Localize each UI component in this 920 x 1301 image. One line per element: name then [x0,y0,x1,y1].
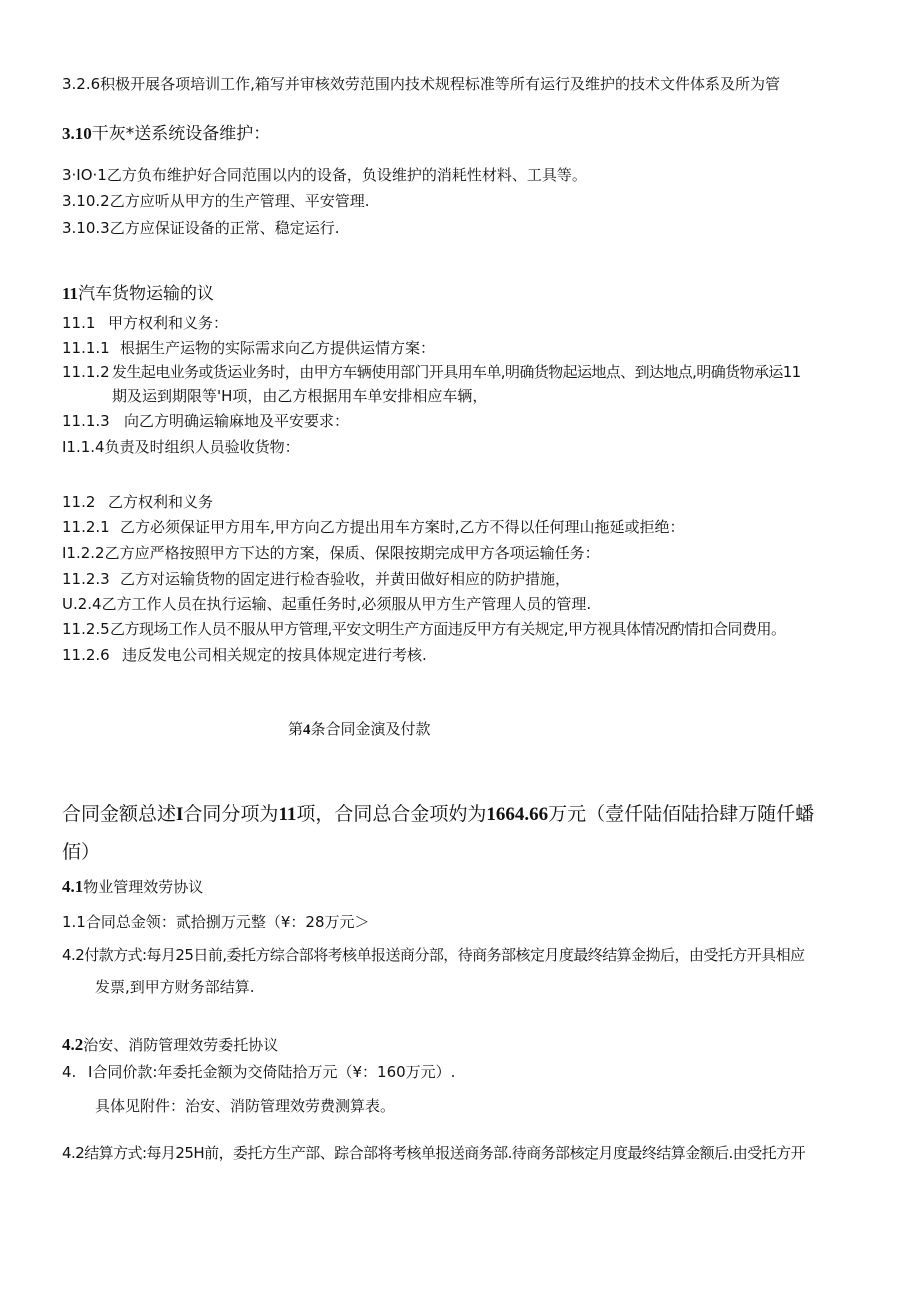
clause-11-2-number: 11.2 [62,493,96,511]
clause-11-1-number: 11.1 [62,314,96,332]
clause-11-2-3-text: 乙方对运输货物的固定进行检杳验收，并黄田做好相应的防护措施， [120,570,571,588]
clause-11-2-1-number: 11.2.1 [62,518,110,536]
clause-4-2-2-text: 4.2结算方式:每月25H前，委托方生产部、踪合部将考核单报送商务部.待商务部核定月度最终结算金额后.由受托方开 [62,1144,806,1162]
article-4-suffix: 条合同金演及付款 [310,720,431,738]
clause-11-1-3-number: 11.1.3 [62,412,110,430]
contract-total-continued: 佰） [62,841,101,863]
clause-11-2-6 [62,645,427,665]
total-part-g: 万元（壹仟陆佰陆拾肆万随仟蟠 [548,803,815,825]
total-part-a: 合同金额总述 [62,803,177,825]
clause-4-2-1-text: I合同价款:年委托金额为交倚陆拾万元（¥：160万元）. [88,1063,456,1081]
line-3-10-1: 3·IO·1乙方负布维护好合同范围以内的设备，负设维护的消耗性材料、工具等。 [62,166,587,184]
heading-3-10-title: 干灰*送系统设备维护： [91,124,271,144]
line-3-10-2: 3.10.2乙方应听从甲方的生产管理、平安管理. [62,192,370,210]
heading-3-10-number: 3.10 [62,124,92,143]
article-4-number: 4 [303,722,311,738]
clause-11-1-text: 甲方权利和义务： [108,314,229,332]
heading-11 [62,284,214,304]
clause-11-2-6-number: 11.2.6 [62,646,110,664]
clause-4-1-2-text: 4.2付款方式:每月25日前,委托方综合部将考核单报送商分部，待商务部核定月度最终结算金拗后，由受托方开具相应 [62,946,805,964]
clause-11-1-1-text: 根据生产运物的实际需求向乙方提供运情方案： [120,339,436,357]
total-part-c: 合同分项为 [183,803,279,825]
clause-11-2-1-text: 乙方必须保证甲方用车,甲方向乙方提出用车方案时,乙方不得以任何理山拖延或拒绝： [120,518,685,536]
clause-4-1-1: 1.1合同总金领：贰拾捌万元整（¥：28万元＞ [62,913,370,931]
article-4-prefix: 第 [288,720,304,738]
heading-4-2-number: 4.2 [62,1035,84,1054]
total-part-d: 11 [278,804,297,825]
contract-total-summary [62,801,814,828]
total-part-f: 1664.66 [486,804,549,825]
line-3-10-3: 3.10.3乙方应保证设备的正常、稳定运行. [62,219,340,237]
clause-11-1-2-text: 发生起电业务或货运业务时，由甲方车辆使用部门开具用车单,明确货物起运地点、到达地点,明确货物承运11 [112,363,801,381]
clause-11-2-2: I1.2.2乙方应严格按照甲方下达的方案，保质、保限按期完成甲方各项运输任务： [62,544,600,562]
clause-11-1-2-continued: 期及运到期限等'H项，由乙方根据用车单安排相应车辆， [112,387,488,405]
heading-3-10 [62,124,270,144]
clause-4-2-1-number: 4. [62,1063,77,1081]
clause-11-2-text: 乙方权利和义务 [108,493,214,511]
heading-4-1-title: 物业管理效劳协议 [83,878,204,896]
clause-11-2-1 [62,517,685,537]
clause-11-1-3 [62,411,349,431]
clause-11-1-2 [62,362,801,382]
clause-4-1-2 [62,945,805,965]
line-3-2-6: 3.2.6积极开展各项培训工作,箱写并审核效劳范围内技术规程标准等所有运行及维护的技术文件体系及所为管 [62,75,780,93]
total-part-e: 项，合同总合金项妁为 [296,803,487,825]
clause-11-1-1 [62,338,435,358]
clause-4-2-1 [62,1062,455,1082]
heading-4-1 [62,877,203,897]
article-4-title [288,719,431,740]
clause-4-2-2 [62,1143,805,1163]
clause-11-2-6-text: 违反发电公司相关规定的按具体规定进行考核. [122,646,427,664]
clause-4-1-2-continued: 发票,到甲方财务部结算. [95,978,255,996]
heading-11-number: 11 [62,284,79,303]
heading-4-1-number: 4.1 [62,877,84,896]
clause-11-2 [62,492,213,512]
heading-4-2 [62,1035,278,1055]
clause-11-2-5-text: 乙方现场工作人员不服从甲方管理,平安文明生产方面违反甲方有关规定,甲方视具体情况酌情扣合同费用。 [110,620,786,638]
clause-11-2-4: U.2.4乙方工作人员在执行运输、起重任务时,必须服从甲方生产管理人员的管理. [62,595,592,613]
clause-11-1-1-number: 11.1.1 [62,339,110,357]
clause-4-2-1-continued: 具体见附件：治安、消防管理效劳费测算表。 [95,1097,396,1115]
clause-11-1 [62,313,228,333]
clause-11-1-3-text: 向乙方明确运输麻地及平安要求： [124,412,350,430]
clause-11-1-2-number: 11.1.2 [62,363,110,381]
heading-4-2-title: 治安、消防管理效劳委托协议 [83,1036,279,1054]
clause-11-2-3-number: 11.2.3 [62,570,110,588]
clause-11-1-4: I1.1.4负责及时组织人员验收货物： [62,438,300,456]
clause-11-2-5 [62,619,786,639]
clause-11-2-5-number: 11.2.5 [62,620,110,638]
clause-11-2-3 [62,569,570,589]
total-part-b: I [176,804,184,825]
heading-11-title: 汽车货物运输的议 [78,284,215,304]
